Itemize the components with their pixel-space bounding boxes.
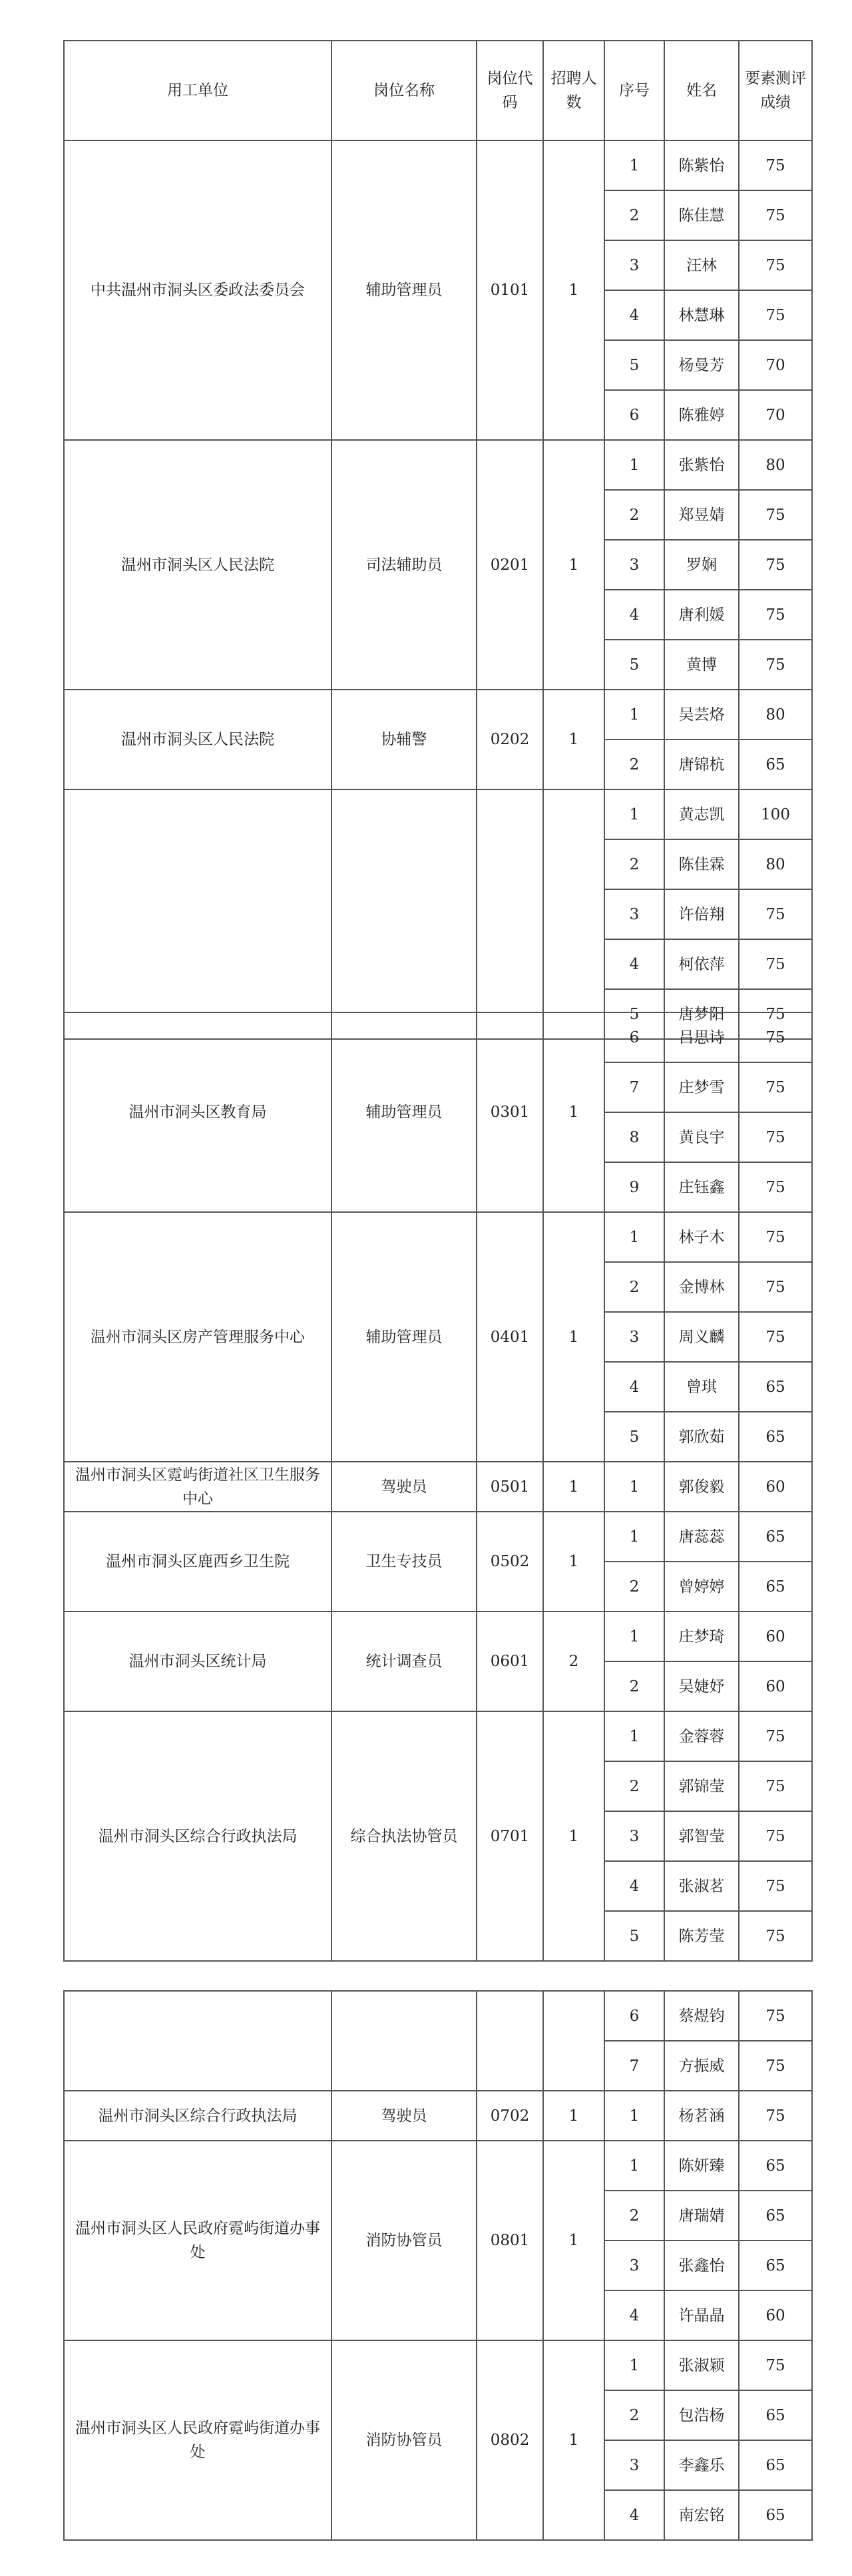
cell-seq: 1 (604, 2141, 664, 2191)
cell-count: 1 (543, 1012, 604, 1212)
cell-name: 吴芸烙 (664, 690, 739, 740)
cell-score: 75 (739, 1162, 812, 1212)
cell-name: 陈佳霖 (664, 839, 739, 889)
cell-name: 吕思诗 (664, 1012, 739, 1062)
cell-score: 65 (739, 1562, 812, 1611)
cell-post: 综合执法协管员 (331, 1711, 477, 1961)
table-row (64, 1991, 812, 2041)
cell-unit (64, 789, 331, 1039)
cell-seq: 5 (604, 989, 664, 1039)
cell-seq: 1 (604, 1711, 664, 1761)
cell-name: 汪林 (664, 240, 739, 290)
cell-code: 0101 (477, 140, 543, 440)
cell-count: 2 (543, 1611, 604, 1711)
cell-score: 75 (739, 540, 812, 590)
header-name: 姓名 (664, 41, 739, 140)
cell-seq: 3 (604, 240, 664, 290)
cell-name: 庄钰鑫 (664, 1162, 739, 1212)
cell-name: 郭锦莹 (664, 1761, 739, 1811)
cell-name: 陈佳慧 (664, 190, 739, 240)
cell-score: 65 (739, 2191, 812, 2241)
cell-seq: 2 (604, 1761, 664, 1811)
cell-seq: 3 (604, 889, 664, 939)
cell-name: 罗娴 (664, 540, 739, 590)
cell-score: 75 (739, 190, 812, 240)
cell-score: 75 (739, 1062, 812, 1112)
header-code: 岗位代码 (477, 41, 543, 140)
results-table-part-1 (63, 40, 813, 1040)
cell-post (331, 1991, 477, 2091)
cell-name: 蔡煜钧 (664, 1991, 739, 2041)
cell-score: 75 (739, 1991, 812, 2041)
table-row (64, 690, 812, 740)
cell-seq: 5 (604, 1911, 664, 1961)
cell-seq: 1 (604, 440, 664, 490)
cell-score: 75 (739, 1012, 812, 1062)
cell-score: 75 (739, 989, 812, 1039)
table-row (64, 1611, 812, 1661)
cell-score: 60 (739, 1462, 812, 1512)
table-row (64, 1012, 812, 1062)
cell-seq: 3 (604, 2241, 664, 2290)
table-row (64, 1711, 812, 1761)
cell-score: 75 (739, 140, 812, 190)
table-row (64, 2340, 812, 2390)
cell-score: 75 (739, 1911, 812, 1961)
cell-seq: 2 (604, 1562, 664, 1611)
cell-code: 0701 (477, 1711, 543, 1961)
cell-seq: 6 (604, 390, 664, 440)
cell-unit: 温州市洞头区霓屿街道社区卫生服务中心 (64, 1462, 331, 1512)
cell-name: 陈妍臻 (664, 2141, 739, 2191)
cell-seq: 1 (604, 1512, 664, 1562)
cell-unit: 温州市洞头区房产管理服务中心 (64, 1212, 331, 1462)
cell-count: 1 (543, 1711, 604, 1961)
header-unit: 用工单位 (64, 41, 331, 140)
cell-post: 辅助管理员 (331, 1012, 477, 1212)
cell-score: 75 (739, 640, 812, 690)
cell-score: 75 (739, 1711, 812, 1761)
cell-score: 75 (739, 1312, 812, 1362)
cell-name: 张紫怡 (664, 440, 739, 490)
cell-count (543, 1991, 604, 2091)
cell-name: 包浩杨 (664, 2390, 739, 2440)
cell-seq: 1 (604, 2091, 664, 2141)
cell-score: 65 (739, 1362, 812, 1412)
cell-post: 消防协管员 (331, 2340, 477, 2540)
cell-name: 张鑫怡 (664, 2241, 739, 2290)
cell-code: 0501 (477, 1462, 543, 1512)
cell-unit: 温州市洞头区人民法院 (64, 690, 331, 789)
cell-count: 1 (543, 690, 604, 789)
results-table-part-2 (63, 1012, 813, 1962)
cell-score: 65 (739, 2440, 812, 2490)
cell-name: 金蓉蓉 (664, 1711, 739, 1761)
cell-count (543, 789, 604, 1039)
cell-score: 80 (739, 839, 812, 889)
cell-name: 庄梦雪 (664, 1062, 739, 1112)
cell-seq: 6 (604, 1991, 664, 2041)
cell-score: 70 (739, 340, 812, 390)
cell-seq: 4 (604, 939, 664, 989)
cell-seq: 4 (604, 290, 664, 340)
cell-score: 65 (739, 740, 812, 789)
header-score: 要素测评成绩 (739, 41, 812, 140)
table-row (64, 1212, 812, 1262)
cell-score: 65 (739, 2490, 812, 2540)
cell-name: 金博林 (664, 1262, 739, 1312)
cell-score: 75 (739, 1761, 812, 1811)
cell-unit (64, 1991, 331, 2091)
cell-unit: 温州市洞头区综合行政执法局 (64, 1711, 331, 1961)
cell-name: 南宏铭 (664, 2490, 739, 2540)
cell-score: 75 (739, 490, 812, 540)
cell-count: 1 (543, 2141, 604, 2340)
cell-unit: 中共温州市洞头区委政法委员会 (64, 140, 331, 440)
cell-name: 庄梦琦 (664, 1611, 739, 1661)
cell-name: 黄良宇 (664, 1112, 739, 1162)
cell-seq: 2 (604, 740, 664, 789)
cell-score: 75 (739, 889, 812, 939)
cell-seq: 4 (604, 2290, 664, 2340)
cell-score: 60 (739, 1611, 812, 1661)
cell-code: 0702 (477, 2091, 543, 2141)
cell-name: 曾琪 (664, 1362, 739, 1412)
cell-score: 70 (739, 390, 812, 440)
cell-post: 辅助管理员 (331, 140, 477, 440)
cell-seq: 2 (604, 2191, 664, 2241)
cell-unit: 温州市洞头区人民法院 (64, 440, 331, 690)
cell-seq: 7 (604, 1062, 664, 1112)
cell-name: 陈芳莹 (664, 1911, 739, 1961)
header-count: 招聘人数 (543, 41, 604, 140)
cell-seq: 4 (604, 2490, 664, 2540)
cell-name: 张淑颖 (664, 2340, 739, 2390)
cell-code: 0301 (477, 1012, 543, 1212)
cell-code: 0801 (477, 2141, 543, 2340)
cell-score: 65 (739, 2141, 812, 2191)
cell-name: 黄志凯 (664, 789, 739, 839)
cell-count: 1 (543, 2340, 604, 2540)
cell-name: 郭欣茹 (664, 1412, 739, 1462)
cell-post (331, 789, 477, 1039)
cell-score: 75 (739, 1811, 812, 1861)
cell-unit: 温州市洞头区统计局 (64, 1611, 331, 1711)
cell-code: 0201 (477, 440, 543, 690)
cell-score: 75 (739, 2091, 812, 2141)
cell-score: 65 (739, 2390, 812, 2440)
cell-unit: 温州市洞头区教育局 (64, 1012, 331, 1212)
cell-seq: 1 (604, 2340, 664, 2390)
cell-score: 65 (739, 1512, 812, 1562)
cell-name: 林子木 (664, 1212, 739, 1262)
table-row (64, 140, 812, 190)
cell-score: 80 (739, 440, 812, 490)
cell-seq: 4 (604, 1362, 664, 1412)
cell-seq: 4 (604, 590, 664, 640)
cell-seq: 9 (604, 1162, 664, 1212)
cell-code: 0601 (477, 1611, 543, 1711)
cell-name: 林慧琳 (664, 290, 739, 340)
cell-score: 75 (739, 1262, 812, 1312)
cell-score: 80 (739, 690, 812, 740)
cell-post: 消防协管员 (331, 2141, 477, 2340)
cell-seq: 3 (604, 2440, 664, 2490)
cell-name: 柯依萍 (664, 939, 739, 989)
cell-count: 1 (543, 440, 604, 690)
cell-seq: 1 (604, 789, 664, 839)
cell-score: 65 (739, 1412, 812, 1462)
cell-count: 1 (543, 140, 604, 440)
cell-seq: 5 (604, 340, 664, 390)
cell-score: 75 (739, 240, 812, 290)
cell-name: 郭俊毅 (664, 1462, 739, 1512)
cell-seq: 3 (604, 540, 664, 590)
cell-name: 唐蕊蕊 (664, 1512, 739, 1562)
cell-seq: 6 (604, 1012, 664, 1062)
cell-post: 驾驶员 (331, 2091, 477, 2141)
cell-post: 统计调查员 (331, 1611, 477, 1711)
cell-seq: 1 (604, 140, 664, 190)
cell-code (477, 789, 543, 1039)
cell-name: 唐梦阳 (664, 989, 739, 1039)
cell-score: 60 (739, 1661, 812, 1711)
cell-name: 郑昱婧 (664, 490, 739, 540)
cell-score: 75 (739, 1212, 812, 1262)
cell-code: 0502 (477, 1512, 543, 1611)
cell-name: 李鑫乐 (664, 2440, 739, 2490)
cell-score: 75 (739, 2340, 812, 2390)
cell-score: 65 (739, 2241, 812, 2290)
cell-name: 唐瑞婧 (664, 2191, 739, 2241)
cell-count: 1 (543, 1512, 604, 1611)
cell-seq: 4 (604, 1861, 664, 1911)
cell-score: 75 (739, 590, 812, 640)
cell-unit: 温州市洞头区综合行政执法局 (64, 2091, 331, 2141)
cell-score: 60 (739, 2290, 812, 2340)
cell-seq: 2 (604, 2390, 664, 2440)
cell-name: 方振威 (664, 2041, 739, 2091)
cell-unit: 温州市洞头区人民政府霓屿街道办事处 (64, 2141, 331, 2340)
cell-seq: 2 (604, 1262, 664, 1312)
cell-unit: 温州市洞头区人民政府霓屿街道办事处 (64, 2340, 331, 2540)
cell-post: 司法辅助员 (331, 440, 477, 690)
cell-seq: 2 (604, 490, 664, 540)
cell-seq: 1 (604, 1611, 664, 1661)
cell-name: 陈雅婷 (664, 390, 739, 440)
cell-name: 黄博 (664, 640, 739, 690)
cell-seq: 2 (604, 839, 664, 889)
cell-name: 郭智莹 (664, 1811, 739, 1861)
cell-post: 辅助管理员 (331, 1212, 477, 1462)
cell-seq: 3 (604, 1312, 664, 1362)
cell-post: 驾驶员 (331, 1462, 477, 1512)
cell-seq: 7 (604, 2041, 664, 2091)
cell-name: 周义麟 (664, 1312, 739, 1362)
cell-code (477, 1991, 543, 2091)
cell-code: 0802 (477, 2340, 543, 2540)
table-header-row (64, 41, 812, 140)
results-table-part-3 (63, 1990, 813, 2541)
cell-name: 许倍翔 (664, 889, 739, 939)
cell-seq: 5 (604, 1412, 664, 1462)
table-row (64, 1512, 812, 1562)
cell-score: 75 (739, 2041, 812, 2091)
cell-post: 协辅警 (331, 690, 477, 789)
cell-score: 75 (739, 1861, 812, 1911)
table-row (64, 2091, 812, 2141)
cell-seq: 2 (604, 190, 664, 240)
cell-seq: 1 (604, 1212, 664, 1262)
header-post: 岗位名称 (331, 41, 477, 140)
table-row (64, 440, 812, 490)
table-row (64, 2141, 812, 2191)
cell-seq: 5 (604, 640, 664, 690)
cell-name: 杨茗涵 (664, 2091, 739, 2141)
cell-name: 杨曼芳 (664, 340, 739, 390)
cell-code: 0202 (477, 690, 543, 789)
cell-name: 陈紫怡 (664, 140, 739, 190)
cell-count: 1 (543, 2091, 604, 2141)
cell-name: 吴婕妤 (664, 1661, 739, 1711)
table-row (64, 1462, 812, 1512)
table-row (64, 789, 812, 839)
cell-name: 唐锦杭 (664, 740, 739, 789)
header-seq: 序号 (604, 41, 664, 140)
cell-score: 75 (739, 290, 812, 340)
cell-count: 1 (543, 1212, 604, 1462)
cell-count: 1 (543, 1462, 604, 1512)
cell-name: 许晶晶 (664, 2290, 739, 2340)
cell-seq: 1 (604, 1462, 664, 1512)
cell-post: 卫生专技员 (331, 1512, 477, 1611)
cell-name: 唐利媛 (664, 590, 739, 640)
cell-seq: 3 (604, 1811, 664, 1861)
cell-score: 100 (739, 789, 812, 839)
cell-name: 曾婷婷 (664, 1562, 739, 1611)
cell-code: 0401 (477, 1212, 543, 1462)
cell-seq: 2 (604, 1661, 664, 1711)
cell-seq: 8 (604, 1112, 664, 1162)
cell-unit: 温州市洞头区鹿西乡卫生院 (64, 1512, 331, 1611)
cell-score: 75 (739, 1112, 812, 1162)
cell-name: 张淑茗 (664, 1861, 739, 1911)
cell-score: 75 (739, 939, 812, 989)
cell-seq: 1 (604, 690, 664, 740)
